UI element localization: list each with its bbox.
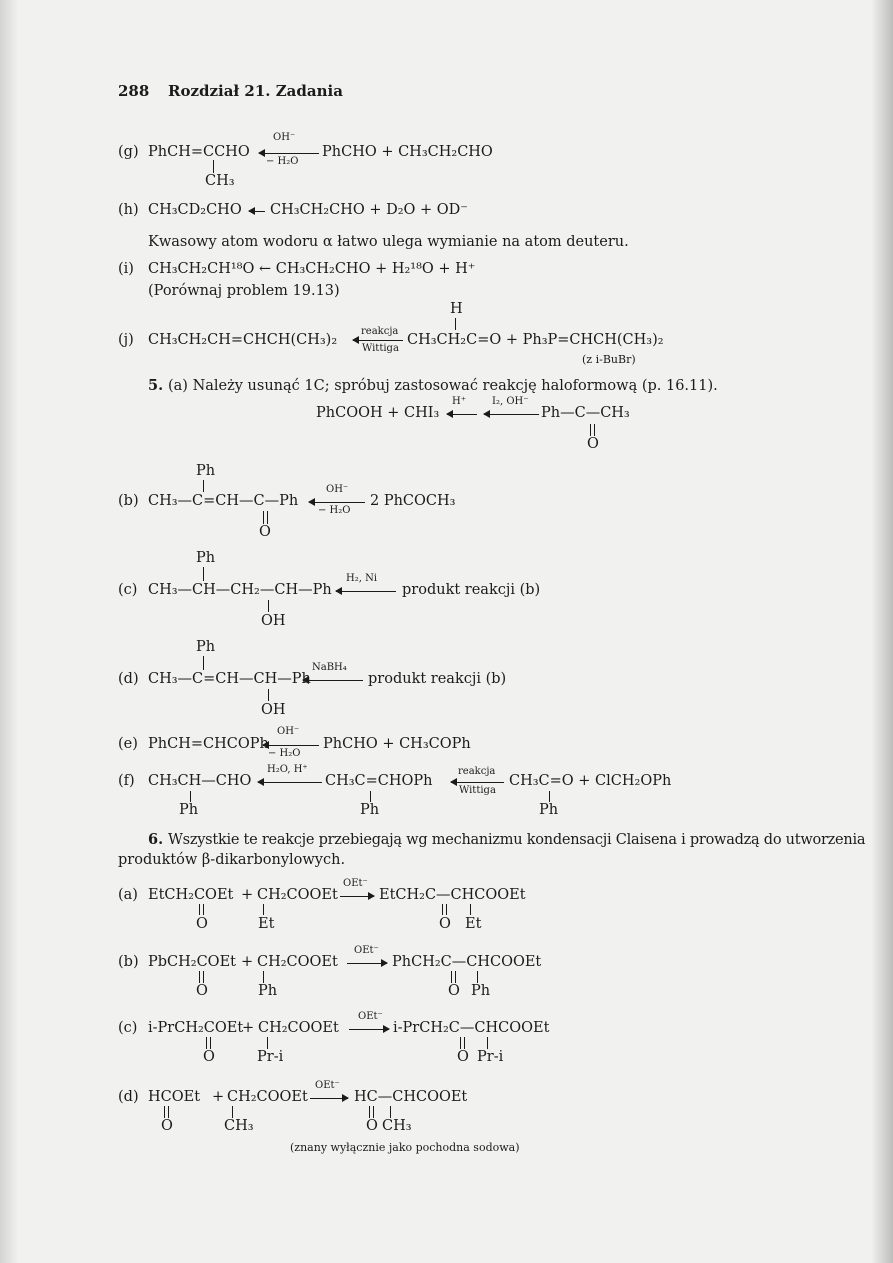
p6b-r2-sub: Ph <box>258 983 278 999</box>
p5e-arrow <box>263 745 319 746</box>
label-6a: (a) <box>118 887 138 903</box>
p5b-top: Ph <box>196 463 216 479</box>
p6d-r1: HCOEt <box>148 1089 201 1105</box>
p6a-r1-double <box>199 904 204 915</box>
j-right: CH₃CH₂C=O + Ph₃P=CHCH(CH₃)₂ <box>407 332 664 348</box>
p5d-oh: OH <box>261 702 286 718</box>
j-reagent-bottom: Wittiga <box>362 343 399 354</box>
p5a-double-bond <box>590 424 595 436</box>
p5f-arrow1 <box>258 782 322 783</box>
page-edge-right <box>871 0 893 1263</box>
p5d-reagent: NaBH₄ <box>312 662 347 673</box>
p5f-bond3 <box>549 791 550 802</box>
p5d-bond-top <box>203 656 204 670</box>
g-left: PhCH=CCHO <box>148 144 250 160</box>
p5b-left: CH₃—C=CH—C—Ph <box>148 493 299 509</box>
p6b-r1-double <box>199 971 204 983</box>
label-6d: (d) <box>118 1089 139 1105</box>
p5c-top: Ph <box>196 550 216 566</box>
p6d-r2-sub: CH₃ <box>224 1118 254 1134</box>
g-arrow <box>259 153 319 154</box>
p5c-right: produkt reakcji (b) <box>402 582 541 598</box>
p6d-r2-bond <box>232 1106 233 1118</box>
p5a-right: Ph—C—CH₃ <box>541 405 630 421</box>
p6d-p-sub: CH₃ <box>382 1118 412 1134</box>
p5d-bond-bottom <box>268 689 269 701</box>
p6b-p-sub: Ph <box>471 983 491 999</box>
p6d-reagent: OEt⁻ <box>315 1080 340 1091</box>
p6a-r2-sub: Et <box>258 916 275 932</box>
label-6b: (b) <box>118 954 139 970</box>
p6a-p-double <box>442 904 447 915</box>
p6b-product: PhCH₂C—CHCOOEt <box>392 954 542 970</box>
p5-number: 5. <box>148 377 164 394</box>
label-6c: (c) <box>118 1020 138 1036</box>
p6c-arrow <box>349 1029 389 1030</box>
p6a-p-sub: Et <box>465 916 482 932</box>
p6c-r2-sub: Pr-i <box>257 1049 284 1065</box>
p5f-bond1 <box>190 791 191 802</box>
p6b-p-double <box>451 971 456 983</box>
label-5f: (f) <box>118 773 135 789</box>
p6c-r1-double <box>206 1037 211 1049</box>
p5f-arrow2 <box>451 782 504 783</box>
p6-line2: produktów β-dikarbonylowych. <box>118 852 346 868</box>
label-g: (g) <box>118 144 139 160</box>
chapter-title: Rozdział 21. Zadania <box>168 82 343 100</box>
p6b-r1-o: O <box>196 983 208 999</box>
p6d-p-bond <box>390 1106 391 1118</box>
p6a-r2: CH₂COOEt <box>257 887 338 903</box>
p5c-oh: OH <box>261 613 286 629</box>
p6d-p-double <box>369 1106 374 1118</box>
p6b-r2-bond <box>263 971 264 983</box>
p5d-arrow <box>303 680 363 681</box>
p6a-r2-bond <box>263 904 264 915</box>
p6c-r2: CH₂COOEt <box>258 1020 339 1036</box>
p6a-p-bond <box>470 904 471 915</box>
p5a-reagent2: I₂, OH⁻ <box>492 396 529 407</box>
i-equation: CH₃CH₂CH¹⁸O ← CH₃CH₂CHO + H₂¹⁸O + H⁺ <box>148 261 476 277</box>
g-reagent: OH⁻ <box>273 132 296 143</box>
g-below: − H₂O <box>266 156 299 167</box>
p5e-below: − H₂O <box>268 748 301 759</box>
j-source: (z i-BuBr) <box>582 353 636 366</box>
p5f-right: CH₃C=O + ClCH₂OPh <box>509 773 672 789</box>
p6b-reagent: OEt⁻ <box>354 945 379 956</box>
label-h: (h) <box>118 202 139 218</box>
p5b-below: − H₂O <box>318 505 351 516</box>
p6a-r1: EtCH₂COEt <box>148 887 234 903</box>
p5a-arrow1 <box>447 414 477 415</box>
p5f-reagent2-bottom: Wittiga <box>459 785 496 796</box>
j-reagent-top: reakcja <box>361 326 399 337</box>
j-left: CH₃CH₂CH=CHCH(CH₃)₂ <box>148 332 338 348</box>
h-arrow <box>249 211 265 212</box>
p5c-arrow <box>336 591 396 592</box>
p5b-right: 2 PhCOCH₃ <box>370 493 456 509</box>
p5a-oxygen: O <box>587 436 599 452</box>
j-bond <box>455 318 456 330</box>
p6a-product: EtCH₂C—CHCOOEt <box>379 887 526 903</box>
p5a-reagent1: H⁺ <box>452 396 466 407</box>
label-i: (i) <box>118 261 134 277</box>
p5f-bond2 <box>370 791 371 802</box>
p5d-right: produkt reakcji (b) <box>368 671 507 687</box>
p6d-arrow <box>310 1098 348 1099</box>
p6c-reagent: OEt⁻ <box>358 1011 383 1022</box>
g-substituent: CH₃ <box>205 173 235 189</box>
p6b-r2: CH₂COOEt <box>257 954 338 970</box>
p6a-r1-o: O <box>196 916 208 932</box>
label-5c: (c) <box>118 582 138 598</box>
p6b-arrow <box>347 963 387 964</box>
p6c-p-sub: Pr-i <box>477 1049 504 1065</box>
p6d-r1-double <box>164 1106 169 1118</box>
p5-text: (a) Należy usunąć 1C; spróbuj zastosować reakcję haloformową (p. 16.11). <box>168 378 718 394</box>
p6a-plus: + <box>241 887 254 903</box>
p5f-mid: CH₃C=CHOPh <box>325 773 433 789</box>
h-note: Kwasowy atom wodoru α łatwo ulega wymianie na atom deuteru. <box>148 234 629 250</box>
p6d-p-o: O <box>366 1118 378 1134</box>
p5f-ph2: Ph <box>360 802 380 818</box>
i-note: (Porównaj problem 19.13) <box>148 283 340 299</box>
p5b-arrow <box>309 502 365 503</box>
p5e-left: PhCH=CHCOPh <box>148 736 269 752</box>
p6a-reagent: OEt⁻ <box>343 878 368 889</box>
p5b-oxygen: O <box>259 524 271 540</box>
p5d-top: Ph <box>196 639 216 655</box>
p5f-reagent2-top: reakcja <box>458 766 496 777</box>
p6-number: 6. <box>148 831 164 848</box>
j-top-atom: H <box>450 301 463 317</box>
g-right: PhCHO + CH₃CH₂CHO <box>322 144 493 160</box>
p6d-product: HC—CHCOOEt <box>354 1089 468 1105</box>
label-5d: (d) <box>118 671 139 687</box>
p5c-left: CH₃—CH—CH₂—CH—Ph <box>148 582 332 598</box>
h-right: CH₃CH₂CHO + D₂O + OD⁻ <box>270 202 468 218</box>
p6a-p-o: O <box>439 916 451 932</box>
p5d-left: CH₃—C=CH—CH—Ph <box>148 671 311 687</box>
label-5e: (e) <box>118 736 138 752</box>
p5e-reagent: OH⁻ <box>277 726 300 737</box>
p6b-p-o: O <box>448 983 460 999</box>
p5c-bond-bottom <box>268 600 269 612</box>
p5f-ph1: Ph <box>179 802 199 818</box>
p5b-bond <box>203 480 204 492</box>
p5f-reagent1: H₂O, H⁺ <box>267 764 308 775</box>
p5f-left: CH₃CH—CHO <box>148 773 252 789</box>
p6-line1: Wszystkie te reakcje przebiegają wg mechanizmu kondensacji Claisena i prowadzą do utworzenia <box>168 832 866 848</box>
p6c-r1: i-PrCH₂COEt <box>148 1020 244 1036</box>
p6d-r1-o: O <box>161 1118 173 1134</box>
p5f-ph3: Ph <box>539 802 559 818</box>
p6c-r2-bond <box>267 1037 268 1049</box>
p6d-r2: CH₂COOEt <box>227 1089 308 1105</box>
p5e-right: PhCHO + CH₃COPh <box>323 736 471 752</box>
p6d-plus: + <box>212 1089 225 1105</box>
p5c-bond-top <box>203 567 204 581</box>
page-edge-left <box>0 0 18 1263</box>
p6b-plus: + <box>241 954 254 970</box>
j-arrow <box>353 340 403 341</box>
h-left: CH₃CD₂CHO <box>148 202 242 218</box>
p6b-r1: PbCH₂COEt <box>148 954 236 970</box>
p6c-p-double <box>460 1037 465 1049</box>
p6b-p-bond <box>477 971 478 983</box>
p6d-note: (znany wyłącznie jako pochodna sodowa) <box>290 1141 520 1154</box>
p6a-arrow <box>340 896 374 897</box>
p6c-plus: + <box>242 1020 255 1036</box>
label-5b: (b) <box>118 493 139 509</box>
p5a-left: PhCOOH + CHI₃ <box>316 405 440 421</box>
p5b-double-bond <box>263 511 268 524</box>
p6c-p-o: O <box>457 1049 469 1065</box>
p6c-p-bond <box>487 1037 488 1049</box>
p5c-reagent: H₂, Ni <box>346 573 378 584</box>
p6c-r1-o: O <box>203 1049 215 1065</box>
g-bond <box>213 160 214 173</box>
p6c-product: i-PrCH₂C—CHCOOEt <box>393 1020 550 1036</box>
p5a-arrow2 <box>484 414 539 415</box>
label-j: (j) <box>118 332 134 348</box>
page-number: 288 <box>118 82 150 100</box>
p5b-reagent: OH⁻ <box>326 484 349 495</box>
